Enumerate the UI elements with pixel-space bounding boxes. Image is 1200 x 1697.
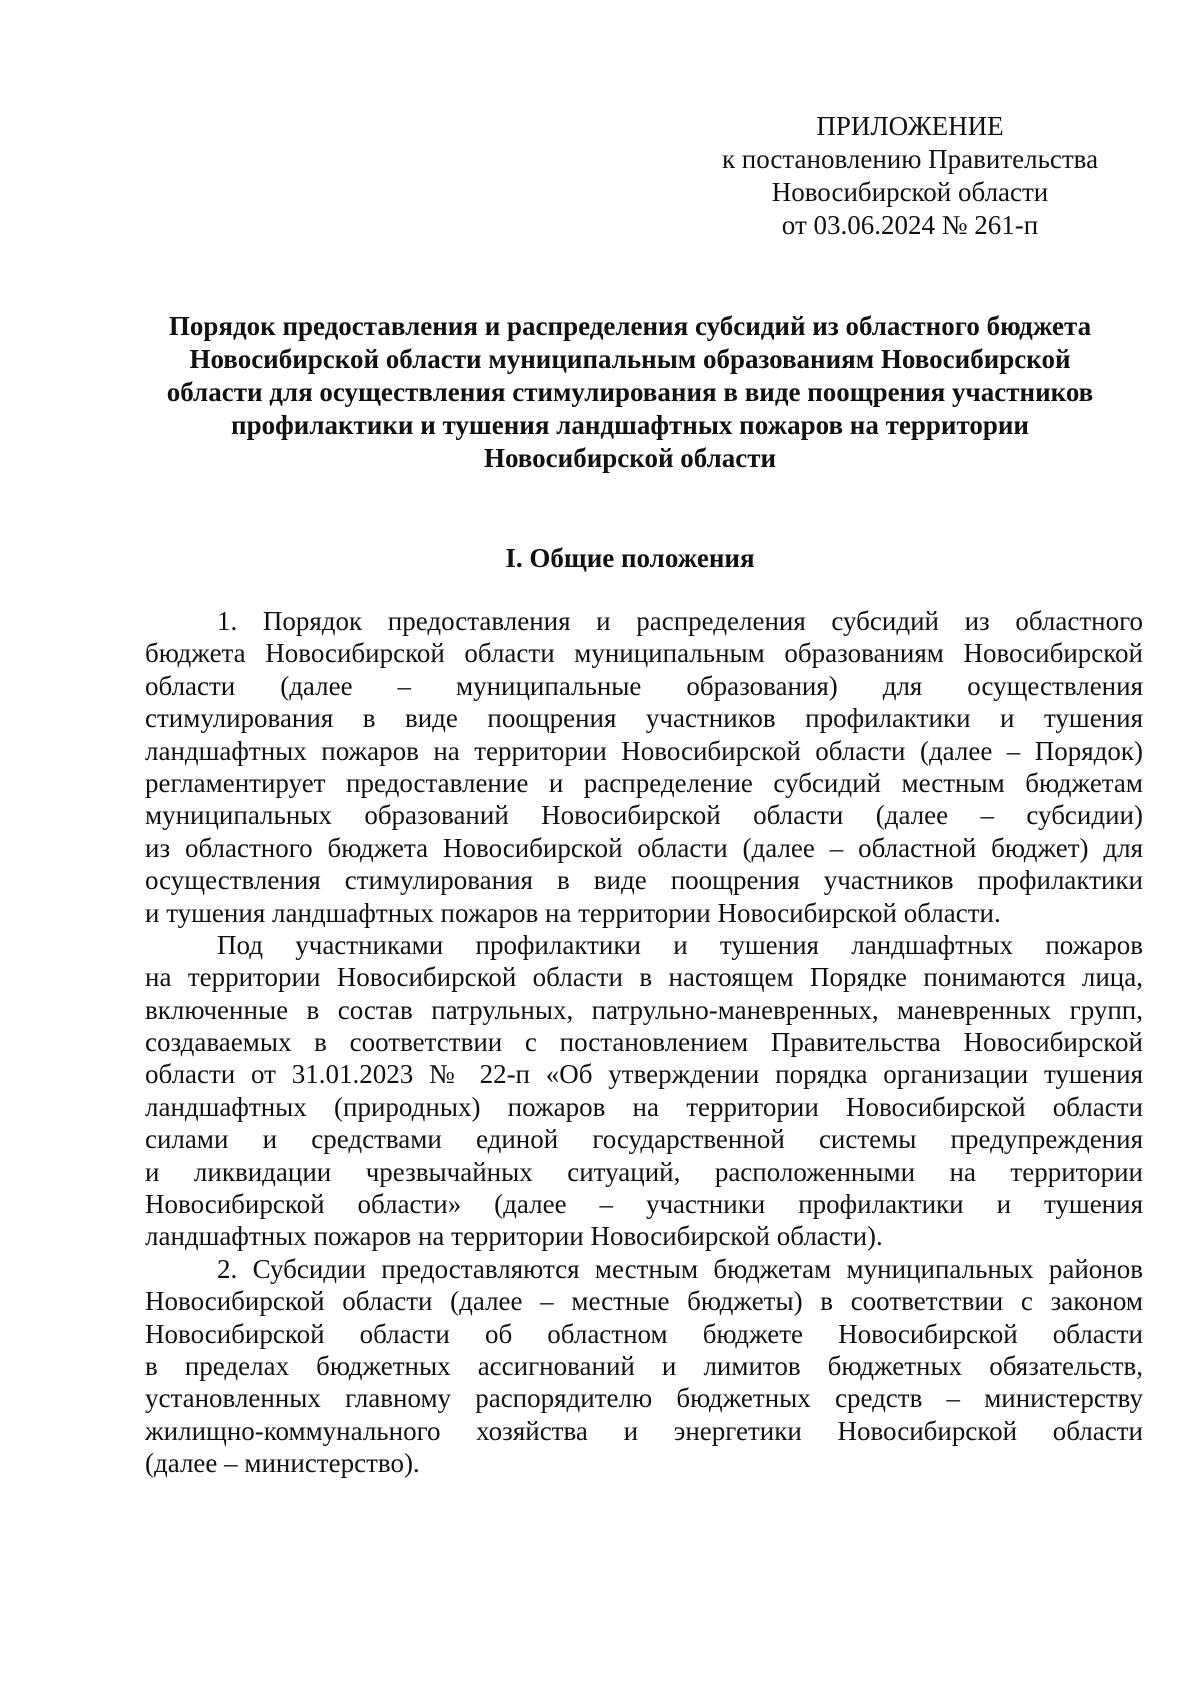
document-title	[130, 310, 1130, 475]
appendix-header	[700, 110, 1120, 242]
text-line: Под участниками профилактики и тушения ландшафтных пожаров	[217, 929, 1143, 960]
text-line: включенные в состав патрульных, патрульно-маневренных, маневренных групп,	[145, 994, 1143, 1025]
paragraph-3	[145, 1253, 1143, 1480]
section-heading: I. Общие положения	[505, 543, 755, 573]
text-line: и тушения ландшафтных пожаров на территории Новосибирской области.	[145, 897, 1001, 928]
text-line: жилищно-коммунального хозяйства и энергетики Новосибирской области	[145, 1415, 1143, 1446]
text-line: в пределах бюджетных ассигнований и лимитов бюджетных обязательств,	[145, 1350, 1143, 1381]
text-line: из областного бюджета Новосибирской области (далее – областной бюджет) для	[145, 832, 1143, 863]
appendix-reference: к постановлению Правительства	[721, 144, 1099, 174]
text-line: создаваемых в соответствии с постановлением Правительства Новосибирской	[145, 1027, 1143, 1058]
text-line: и ликвидации чрезвычайных ситуаций, расположенными на территории	[145, 1156, 1143, 1187]
document-body	[145, 605, 1143, 1480]
text-line: (далее – министерство).	[145, 1448, 420, 1479]
text-line: регламентирует предоставление и распределение субсидий местным бюджетам	[145, 767, 1143, 798]
title-line: Новосибирской области муниципальным образованиям Новосибирской	[189, 344, 1071, 374]
text-line: области от 31.01.2023 № 22-п «Об утверждении порядка организации тушения	[145, 1059, 1143, 1090]
text-line: Новосибирской области» (далее – участники профилактики и тушения	[145, 1189, 1143, 1220]
text-line: муниципальных образований Новосибирской области (далее – субсидии)	[145, 800, 1143, 831]
text-line: Новосибирской области (далее – местные бюджеты) в соответствии с законом	[145, 1286, 1143, 1317]
text-line: бюджета Новосибирской области муниципальным образованиям Новосибирской	[145, 638, 1143, 669]
title-line: Новосибирской области	[483, 443, 777, 473]
text-line: на территории Новосибирской области в настоящем Порядке понимаются лица,	[145, 962, 1143, 993]
text-line: ландшафтных (природных) пожаров на территории Новосибирской области	[145, 1091, 1143, 1122]
text-line: установленных главному распорядителю бюджетных средств – министерству	[145, 1383, 1143, 1414]
text-line: ландшафтных пожаров на территории Новосибирской области).	[145, 1221, 883, 1252]
appendix-date-number: от 03.06.2024 № 261-п	[781, 210, 1039, 240]
text-line: силами и средствами единой государственной системы предупреждения	[145, 1124, 1143, 1155]
appendix-label: ПРИЛОЖЕНИЕ	[816, 111, 1004, 141]
text-line: 1. Порядок предоставления и распределения субсидий из областного	[217, 606, 1143, 636]
text-line: 2. Субсидии предоставляются местным бюджетам муниципальных районов	[217, 1253, 1143, 1284]
text-line: ландшафтных пожаров на территории Новосибирской области (далее – Порядок)	[145, 735, 1143, 766]
text-line: стимулирования в виде поощрения участников профилактики и тушения	[145, 703, 1143, 734]
paragraph-2	[145, 929, 1143, 1253]
title-line: области для осуществления стимулирования в виде поощрения участников	[166, 377, 1094, 407]
appendix-region: Новосибирской области	[771, 177, 1049, 207]
text-line: осуществления стимулирования в виде поощрения участников профилактики	[145, 865, 1143, 896]
title-line: профилактики и тушения ландшафтных пожаров на территории	[231, 410, 1029, 440]
title-line: Порядок предоставления и распределения субсидий из областного бюджета	[168, 311, 1092, 341]
text-line: области (далее – муниципальные образования) для осуществления	[145, 670, 1143, 701]
paragraph-1	[145, 605, 1143, 929]
text-line: Новосибирской области об областном бюджете Новосибирской области	[145, 1318, 1143, 1349]
